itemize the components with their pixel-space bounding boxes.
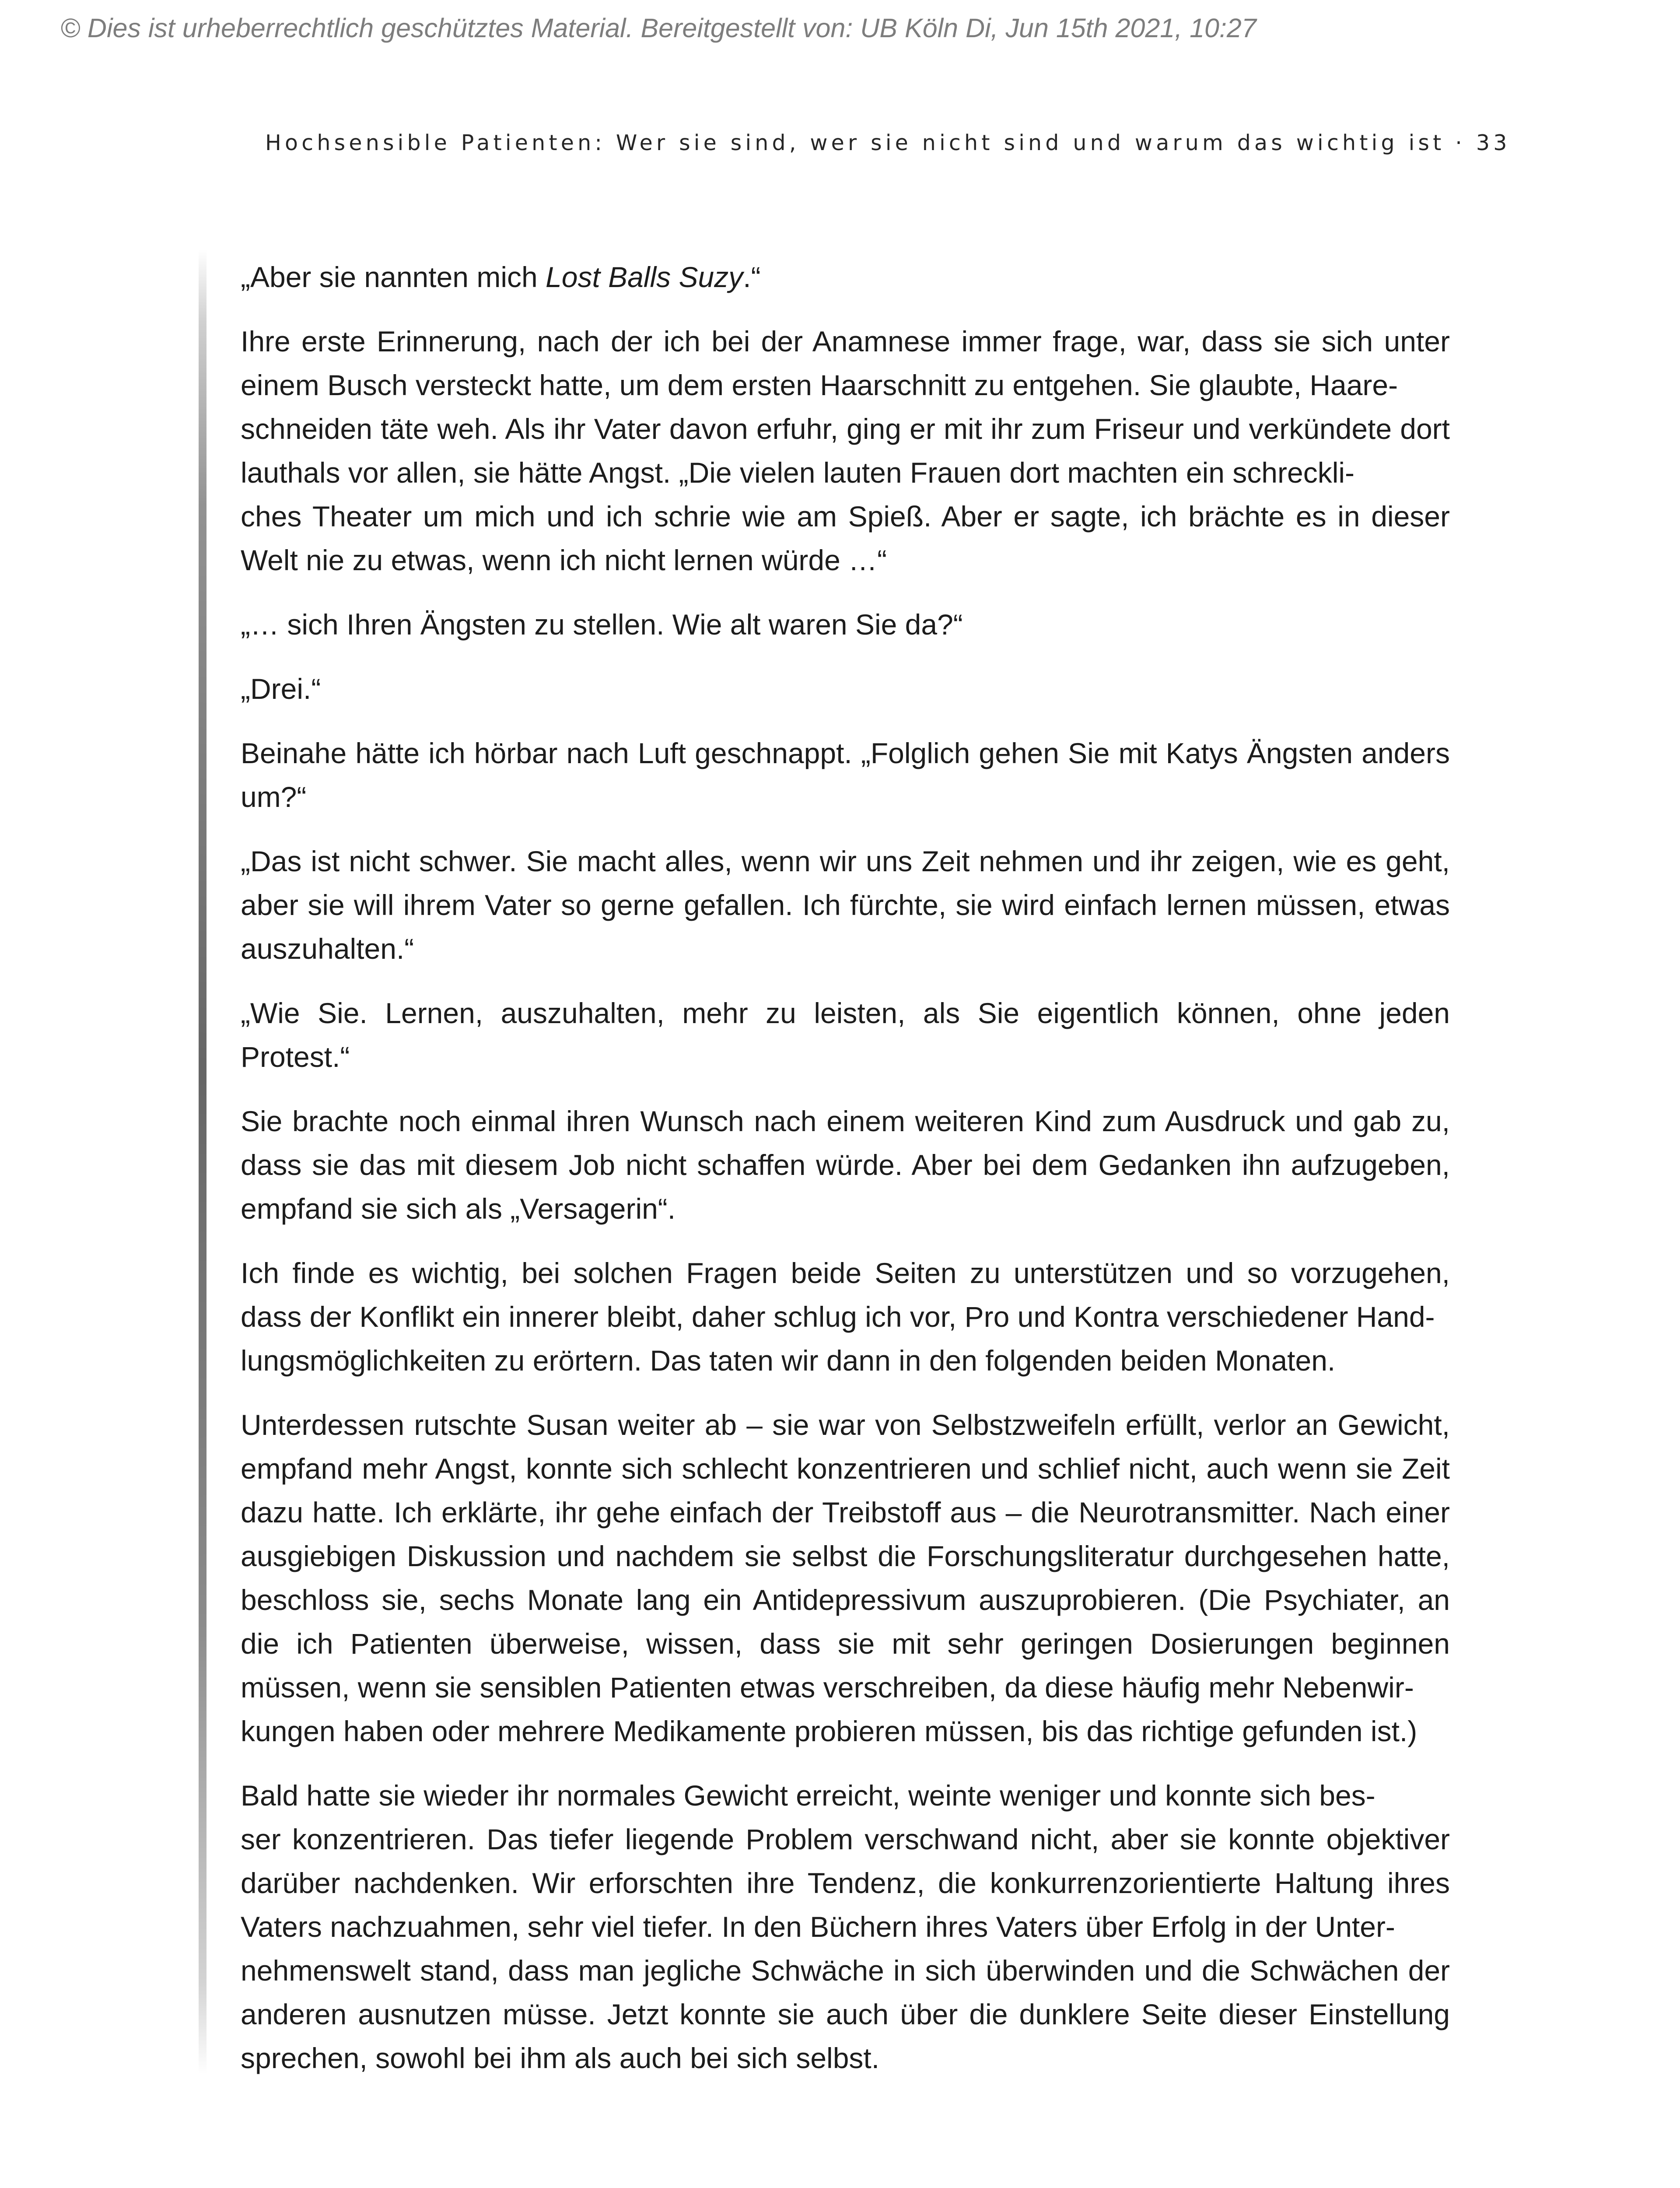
paragraph-text: „Aber sie nannten mich	[241, 261, 546, 293]
paragraph: Unterdessen rutschte Susan weiter ab – sie war von Selbstzweifeln erfüllt, verlor an Gewicht, empfand mehr Angst, konnte sich schlecht konzentrieren und schlief nicht, auch wenn sie Zeit dazu hatte. Ich erklärte, ihr gehe einfach der Treibstoff aus – die Neurotransmitter. Nach einer ausgiebigen Diskussion und nachdem sie selbst die Forschungsliteratur durchgesehen hatte, beschloss sie, sechs Monate lang ein Antidepressivum auszuprobieren. (Die Psychiater, an die ich Patienten überweise, wissen, dass sie mit sehr geringen Dosierungen beginnen müssen, wenn sie sensiblen Patienten etwas verschreiben, da diese häufig mehr Nebenwir- kungen haben oder mehrere Medikamente probieren müssen, bis das richtige gefunden ist.)	[241, 1409, 1450, 1747]
copyright-notice: © Dies ist urheberrechtlich geschütztes Material. Bereitgestellt von: UB Köln Di, Jun 15th 2021, 10:27	[60, 13, 1256, 43]
paragraph: „Wie Sie. Lernen, auszuhalten, mehr zu leisten, als Sie eigentlich können, ohne jeden Protest.“	[241, 997, 1450, 1073]
paragraph: „Das ist nicht schwer. Sie macht alles, wenn wir uns Zeit nehmen und ihr zeigen, wie es geht, aber sie will ihrem Vater so gerne gefallen. Ich fürchte, sie wird einfach lernen müssen, etwas auszuhalten.“	[241, 845, 1450, 965]
paragraph: Bald hatte sie wieder ihr normales Gewicht erreicht, weinte weniger und konnte sich bes- ser konzentrieren. Das tiefer liegende Problem verschwand nicht, aber sie konnte objektiver darüber nachdenken. Wir erforschten ihre Tendenz, die konkurrenzorientierte Haltung ihres Vaters nachzuahmen, sehr viel tiefer. In den Büchern ihres Vaters über Erfolg in der Unter- nehmenswelt stand, dass man jegliche Schwäche in sich überwinden und die Schwächen der anderen ausnutzen müsse. Jetzt konnte sie auch über die dunklere Seite dieser Einstellung sprechen, sowohl bei ihm als auch bei sich selbst.	[241, 1779, 1450, 2074]
paragraph	[241, 255, 1450, 299]
italic-nickname: Lost Balls Suzy	[546, 261, 743, 293]
paragraph: Ich finde es wichtig, bei solchen Fragen beide Seiten zu unterstützen und so vorzugehen, dass der Konflikt ein innerer bleibt, daher schlug ich vor, Pro und Kontra verschiedener Hand- lungsmöglichkeiten zu erörtern. Das taten wir dann in den folgenden beiden Monaten.	[241, 1257, 1450, 1377]
body-text	[241, 255, 1450, 2080]
running-header: Hochsensible Patienten: Wer sie sind, wer sie nicht sind und warum das wichtig ist · 33	[265, 130, 1511, 155]
paragraph-text: .“	[743, 261, 761, 293]
paragraph: Sie brachte noch einmal ihren Wunsch nach einem weiteren Kind zum Ausdruck und gab zu, dass sie das mit diesem Job nicht schaffen würde. Aber bei dem Gedanken ihn aufzugeben, empfand sie sich als „Versagerin“.	[241, 1105, 1450, 1225]
margin-highlight-bar	[199, 249, 206, 2074]
paragraph: Ihre erste Erinnerung, nach der ich bei der Anamnese immer frage, war, dass sie sich unter einem Busch versteckt hatte, um dem ersten Haarschnitt zu entgehen. Sie glaubte, Haare- schneiden täte weh. Als ihr Vater davon erfuhr, ging er mit ihr zum Friseur und verkündete dort lauthals vor allen, sie hätte Angst. „Die vielen lauten Frauen dort machten ein schreckli- ches Theater um mich und ich schrie wie am Spieß. Aber er sagte, ich brächte es in dieser Welt nie zu etwas, wenn ich nicht lernen würde …“	[241, 325, 1450, 576]
paragraph: Beinahe hätte ich hörbar nach Luft geschnappt. „Folglich gehen Sie mit Katys Ängsten anders um?“	[241, 737, 1450, 813]
paragraph: „… sich Ihren Ängsten zu stellen. Wie alt waren Sie da?“	[241, 608, 963, 641]
paragraph: „Drei.“	[241, 673, 321, 705]
